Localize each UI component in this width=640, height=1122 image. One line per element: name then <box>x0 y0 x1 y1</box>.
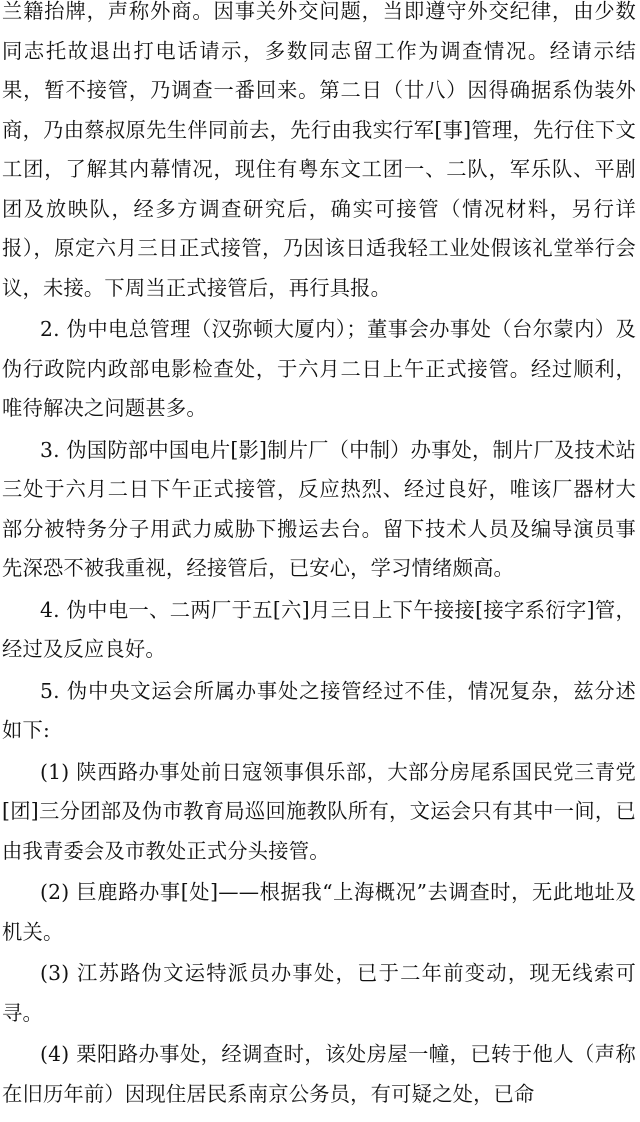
paragraph-subitem-2: (2) 巨鹿路办事[处]——根据我“上海概况”去调查时，无此地址及机关。 <box>2 880 636 944</box>
paragraph-subitem-3: (3) 江苏路伪文运特派员办事处，已于二年前变动，现无线索可寻。 <box>2 961 636 1025</box>
paragraph-item-2: 2. 伪中电总管理（汉弥顿大厦内）；董事会办事处（台尔蒙内）及伪行政院内政部电影检查处，于六月二日上午正式接管。经过顺利，唯待解决之问题甚多。 <box>2 317 636 420</box>
paragraph-continuation: 兰籍抬牌，声称外商。因事关外交问题，当即遵守外交纪律，由少数同志托故退出打电话请示，多数同志留工作为调查情况。经请示结果，暂不接管，乃调查一番回来。第二日（廿八）因得确据系伪装外商，乃由蔡叔原先生伴同前去，先行由我实行军[事]管理，先行住下文工团，了解其内幕情况，现住有粤东文工团一、二队，军乐队、平剧团及放映队，经多方调查研究后，确实可接管（情况材料，另行详报），原定六月三日正式接管，乃因该日适我轻工业处假该礼堂举行会议，未接。下周当正式接管后，再行具报。 <box>2 0 636 300</box>
paragraph-item-5: 5. 伪中央文运会所属办事处之接管经过不佳，情况复杂，兹分述如下: <box>2 678 636 742</box>
paragraph-item-4: 4. 伪中电一、二两厂于五[六]月三日上下午接接[接字系衍字]管，经过及反应良好。 <box>2 597 636 661</box>
paragraph-subitem-1: (1) 陕西路办事处前日寇领事俱乐部，大部分房尾系国民党三青党[团]三分团部及伪市教育局巡回施教队所有，文运会只有其中一间，已由我青委会及市教处正式分头接管。 <box>2 759 636 863</box>
paragraph-item-3: 3. 伪国防部中国电片[影]制片厂（中制）办事处，制片厂及技术站三处于六月二日下午正式接管，反应热烈、经过良好，唯该厂器材大部分被特务分子用武力威胁下搬运去台。留下技术人员及编导演员事先深恐不被我重视，经接管后，已安心，学习情绪颇高。 <box>2 437 636 580</box>
paragraph-subitem-4: (4) 栗阳路办事处，经调查时，该处房屋一幢，已转于他人（声称在旧历年前）因现住居民系南京公务员，有可疑之处，已命 <box>2 1042 636 1106</box>
